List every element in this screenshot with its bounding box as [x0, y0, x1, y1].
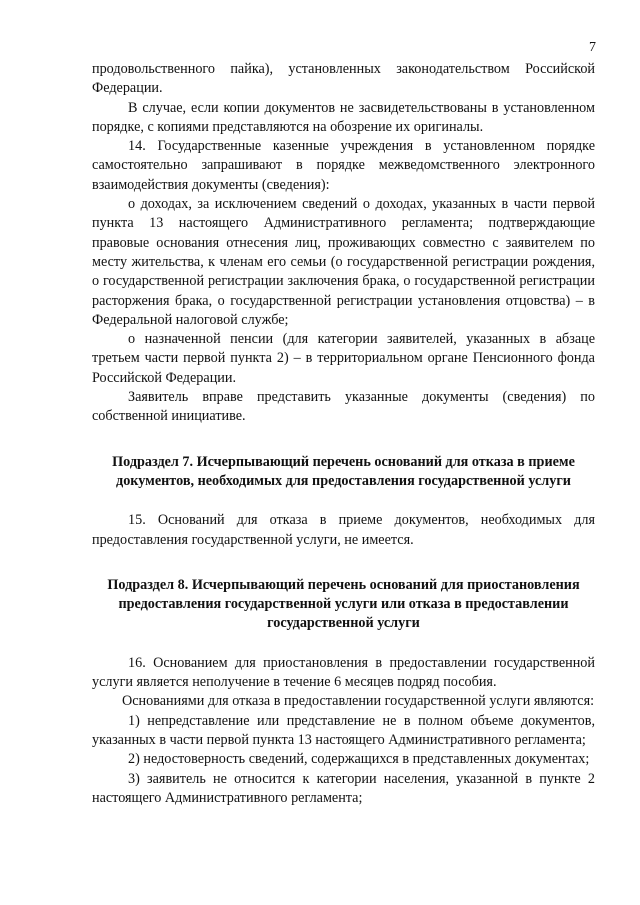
- paragraph-item-16: 16. Основанием для приостановления в предоставлении государственной услуги является неполучение в течение 6 месяцев подряд пособия.: [92, 654, 595, 691]
- list-item-3: 3) заявитель не относится к категории населения, указанной в пункте 2 настоящего Административного регламента;: [92, 770, 595, 806]
- paragraph-income: о доходах, за исключением сведений о доходах, указанных в части первой пункта 13 настоящего Административного регламента; подтверждающие правовые основания отнесения лиц, проживающих совместно с заявителем по месту жительства, к членам его семьи (о государственной регистрации рождения, о государственной регистрации заключения брака, о государственной регистрации расторжения брака, о государственной регистрации установления отцовства) – в Федеральной налоговой службе;: [92, 196, 595, 328]
- paragraph-copies: В случае, если копии документов не засвидетельствованы в установленном порядке, с копиями представляются на обозрение их оригиналы.: [92, 99, 595, 135]
- paragraph-pension: о назначенной пенсии (для категории заявителей, указанных в абзаце третьем части первой пункта 2) – в территориальном органе Пенсионного фонда Российской Федерации.: [92, 331, 595, 386]
- paragraph-initiative: Заявитель вправе представить указанные документы (сведения) по собственной инициативе.: [92, 389, 595, 425]
- paragraph-refusal-grounds: Основаниями для отказа в предоставлении государственной услуги являются:: [122, 693, 595, 710]
- page-number: 7: [589, 40, 596, 55]
- paragraph-continuation: продовольственного пайка), установленных законодательством Российской Федерации.: [92, 61, 595, 97]
- list-item-1: 1) непредставление или представление не в полном объеме документов, указанных в части первой пункта 13 настоящего Административного регламента;: [92, 712, 595, 748]
- subsection-7-heading: Подраздел 7. Исчерпывающий перечень оснований для отказа в приеме документов, необходимых для предоставления государственной услуги: [112, 453, 575, 489]
- subsection-8-heading: Подраздел 8. Исчерпывающий перечень оснований для приостановления предоставления государственной услуги или отказа в предоставлении государственной услуги: [107, 576, 580, 632]
- document-page: [92, 38, 595, 808]
- paragraph-item-14: 14. Государственные казенные учреждения в установленном порядке самостоятельно запрашивают в порядке межведомственного электронного взаимодействия документы (сведения):: [92, 138, 595, 193]
- paragraph-item-15: 15. Оснований для отказа в приеме документов, необходимых для предоставления государственной услуги, не имеется.: [92, 512, 595, 548]
- list-item-2: 2) недостоверность сведений, содержащихся в представленных документах;: [128, 751, 590, 768]
